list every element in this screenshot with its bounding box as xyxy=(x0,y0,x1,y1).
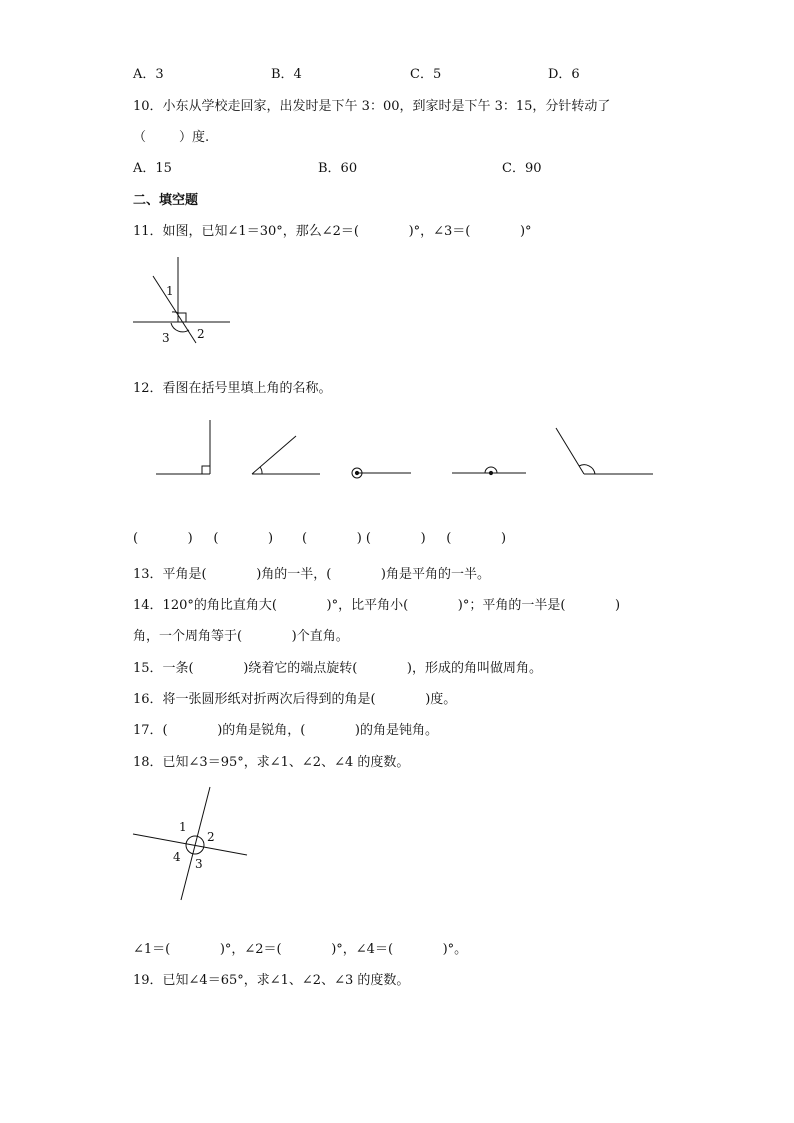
q18-label-2: 2 xyxy=(207,830,215,844)
q17-text: 17．( )的角是锐角，( )的角是钝角。 xyxy=(133,723,439,738)
q14-text-line2: 角，一个周角等于( )个直角。 xyxy=(133,629,349,644)
q11-label-1: 1 xyxy=(166,284,174,298)
q9-option-a: A．3 xyxy=(133,67,164,82)
q9-option-d: D．6 xyxy=(548,67,580,82)
q12-text: 12．看图在括号里填上角的名称。 xyxy=(133,381,332,396)
q18-label-1: 1 xyxy=(179,820,187,834)
q9-option-b: B．4 xyxy=(271,67,302,82)
q19-text: 19．已知∠4＝65°，求∠1、∠2、∠3 的度数。 xyxy=(133,973,410,988)
q16-text: 16．将一张圆形纸对折两次后得到的角是( )度。 xyxy=(133,692,457,707)
q15-text: 15．一条( )绕着它的端点旋转( )，形成的角叫做周角。 xyxy=(133,661,543,676)
q12-blanks: ( ) ( ) ( ) ( ) ( ) xyxy=(133,531,507,546)
q11-text: 11．如图，已知∠1＝30°，那么∠2＝( )°，∠3＝( )° xyxy=(133,224,532,239)
q10-option-c: C．90 xyxy=(502,161,542,176)
q18-label-3: 3 xyxy=(195,857,203,871)
q10-text-line2: （ ）度. xyxy=(133,130,210,145)
q9-option-c: C．5 xyxy=(410,67,442,82)
q11-label-3: 3 xyxy=(162,331,170,345)
q18-answer: ∠1＝( )°，∠2＝( )°，∠4＝( )°。 xyxy=(133,942,468,957)
section-title-fill-in: 二、填空题 xyxy=(133,193,199,208)
q11-label-2: 2 xyxy=(197,327,205,341)
q13-text: 13．平角是( )角的一半，( )角是平角的一半。 xyxy=(133,567,491,582)
q18-text: 18．已知∠3＝95°，求∠1、∠2、∠4 的度数。 xyxy=(133,755,410,770)
q14-text-line1: 14．120°的角比直角大( )°，比平角小( )°；平角的一半是( ) xyxy=(133,598,621,613)
q10-option-b: B．60 xyxy=(318,161,358,176)
q18-label-4: 4 xyxy=(173,850,181,864)
q10-text-line1: 10．小东从学校走回家，出发时是下午 3：00，到家时是下午 3：15，分针转动了 xyxy=(133,99,611,114)
q10-option-a: A．15 xyxy=(133,161,172,176)
